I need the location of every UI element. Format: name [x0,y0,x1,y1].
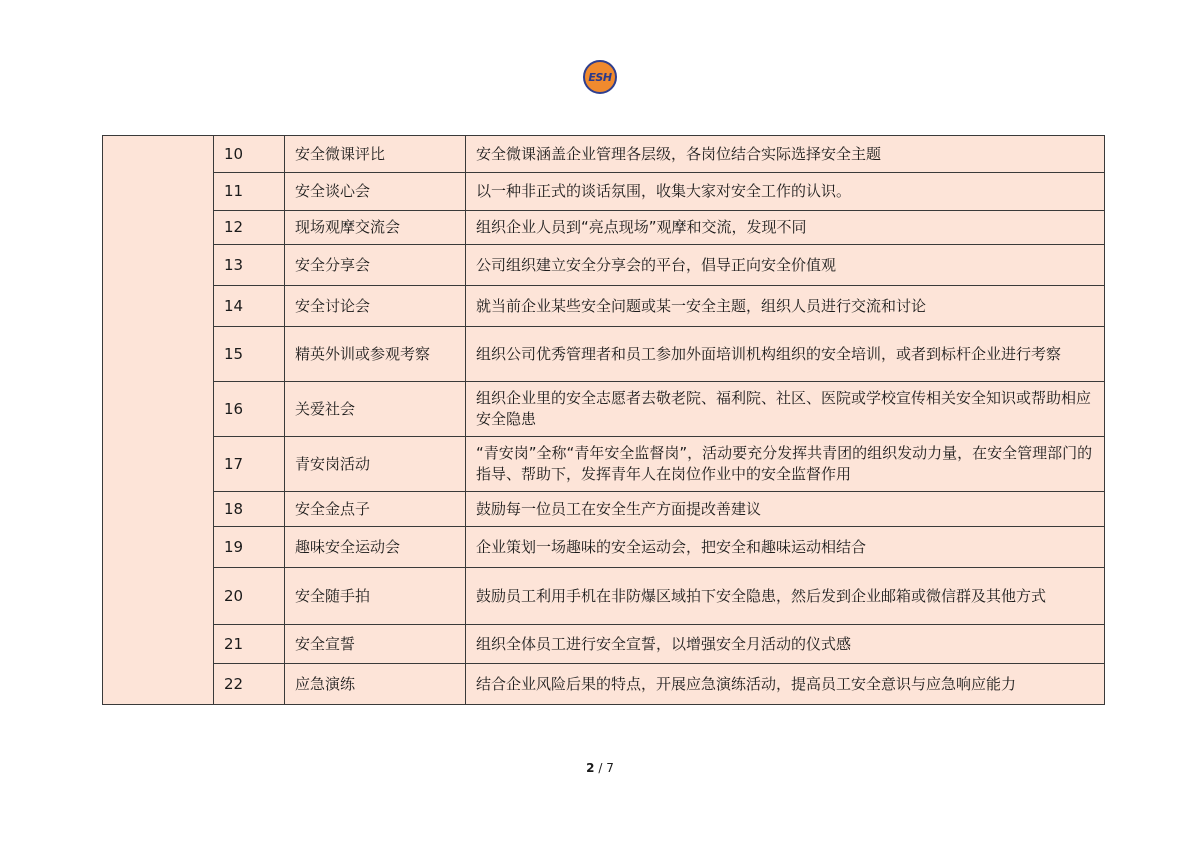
row-number: 12 [214,211,285,245]
activity-name: 安全分享会 [285,245,466,286]
activity-name: 现场观摩交流会 [285,211,466,245]
activity-name: 安全讨论会 [285,286,466,327]
esh-logo [583,60,617,94]
activity-description: 组织企业里的安全志愿者去敬老院、福利院、社区、医院或学校宣传相关安全知识或帮助相应安全隐患 [466,382,1105,437]
row-number: 11 [214,173,285,211]
row-number: 16 [214,382,285,437]
row-number: 14 [214,286,285,327]
activities-table [102,135,1105,705]
table-row [103,211,1105,245]
row-number: 10 [214,136,285,173]
activity-description: 公司组织建立安全分享会的平台，倡导正向安全价值观 [466,245,1105,286]
activity-description: 就当前企业某些安全问题或某一安全主题，组织人员进行交流和讨论 [466,286,1105,327]
row-number: 21 [214,625,285,664]
table-row [103,136,1105,173]
activity-description: 鼓励员工利用手机在非防爆区域拍下安全隐患，然后发到企业邮箱或微信群及其他方式 [466,568,1105,625]
activity-name: 青安岗活动 [285,437,466,492]
activity-description: 以一种非正式的谈话氛围，收集大家对安全工作的认识。 [466,173,1105,211]
activity-description: “青安岗”全称“青年安全监督岗”，活动要充分发挥共青团的组织发动力量，在安全管理部门的指导、帮助下，发挥青年人在岗位作业中的安全监督作用 [466,437,1105,492]
activity-name: 安全谈心会 [285,173,466,211]
activity-name: 关爱社会 [285,382,466,437]
row-number: 19 [214,527,285,568]
row-number: 15 [214,327,285,382]
table-row [103,625,1105,664]
activity-description: 结合企业风险后果的特点，开展应急演练活动，提高员工安全意识与应急响应能力 [466,664,1105,705]
row-number: 22 [214,664,285,705]
row-number: 18 [214,492,285,527]
page-current: 2 [586,761,595,775]
activity-description: 组织公司优秀管理者和员工参加外面培训机构组织的安全培训，或者到标杆企业进行考察 [466,327,1105,382]
activity-name: 安全金点子 [285,492,466,527]
page-number [0,761,1200,775]
row-number: 13 [214,245,285,286]
activity-name: 应急演练 [285,664,466,705]
merged-category-cell [103,136,214,705]
table-row [103,286,1105,327]
table-row [103,327,1105,382]
table-row [103,492,1105,527]
table-row [103,173,1105,211]
table-row [103,527,1105,568]
row-number: 17 [214,437,285,492]
activity-description: 安全微课涵盖企业管理各层级，各岗位结合实际选择安全主题 [466,136,1105,173]
page-separator: / [598,761,603,775]
activity-description: 组织全体员工进行安全宣誓，以增强安全月活动的仪式感 [466,625,1105,664]
activity-name: 安全随手拍 [285,568,466,625]
activity-description: 鼓励每一位员工在安全生产方面提改善建议 [466,492,1105,527]
activity-name: 精英外训或参观考察 [285,327,466,382]
activity-name: 趣味安全运动会 [285,527,466,568]
table-row [103,664,1105,705]
logo-text: ESH [588,70,612,84]
row-number: 20 [214,568,285,625]
activity-name: 安全宣誓 [285,625,466,664]
table-row [103,568,1105,625]
table-row [103,382,1105,437]
activity-description: 组织企业人员到“亮点现场”观摩和交流，发现不同 [466,211,1105,245]
page-total: 7 [606,761,614,775]
activity-description: 企业策划一场趣味的安全运动会，把安全和趣味运动相结合 [466,527,1105,568]
activity-name: 安全微课评比 [285,136,466,173]
table-row [103,437,1105,492]
table-row [103,245,1105,286]
